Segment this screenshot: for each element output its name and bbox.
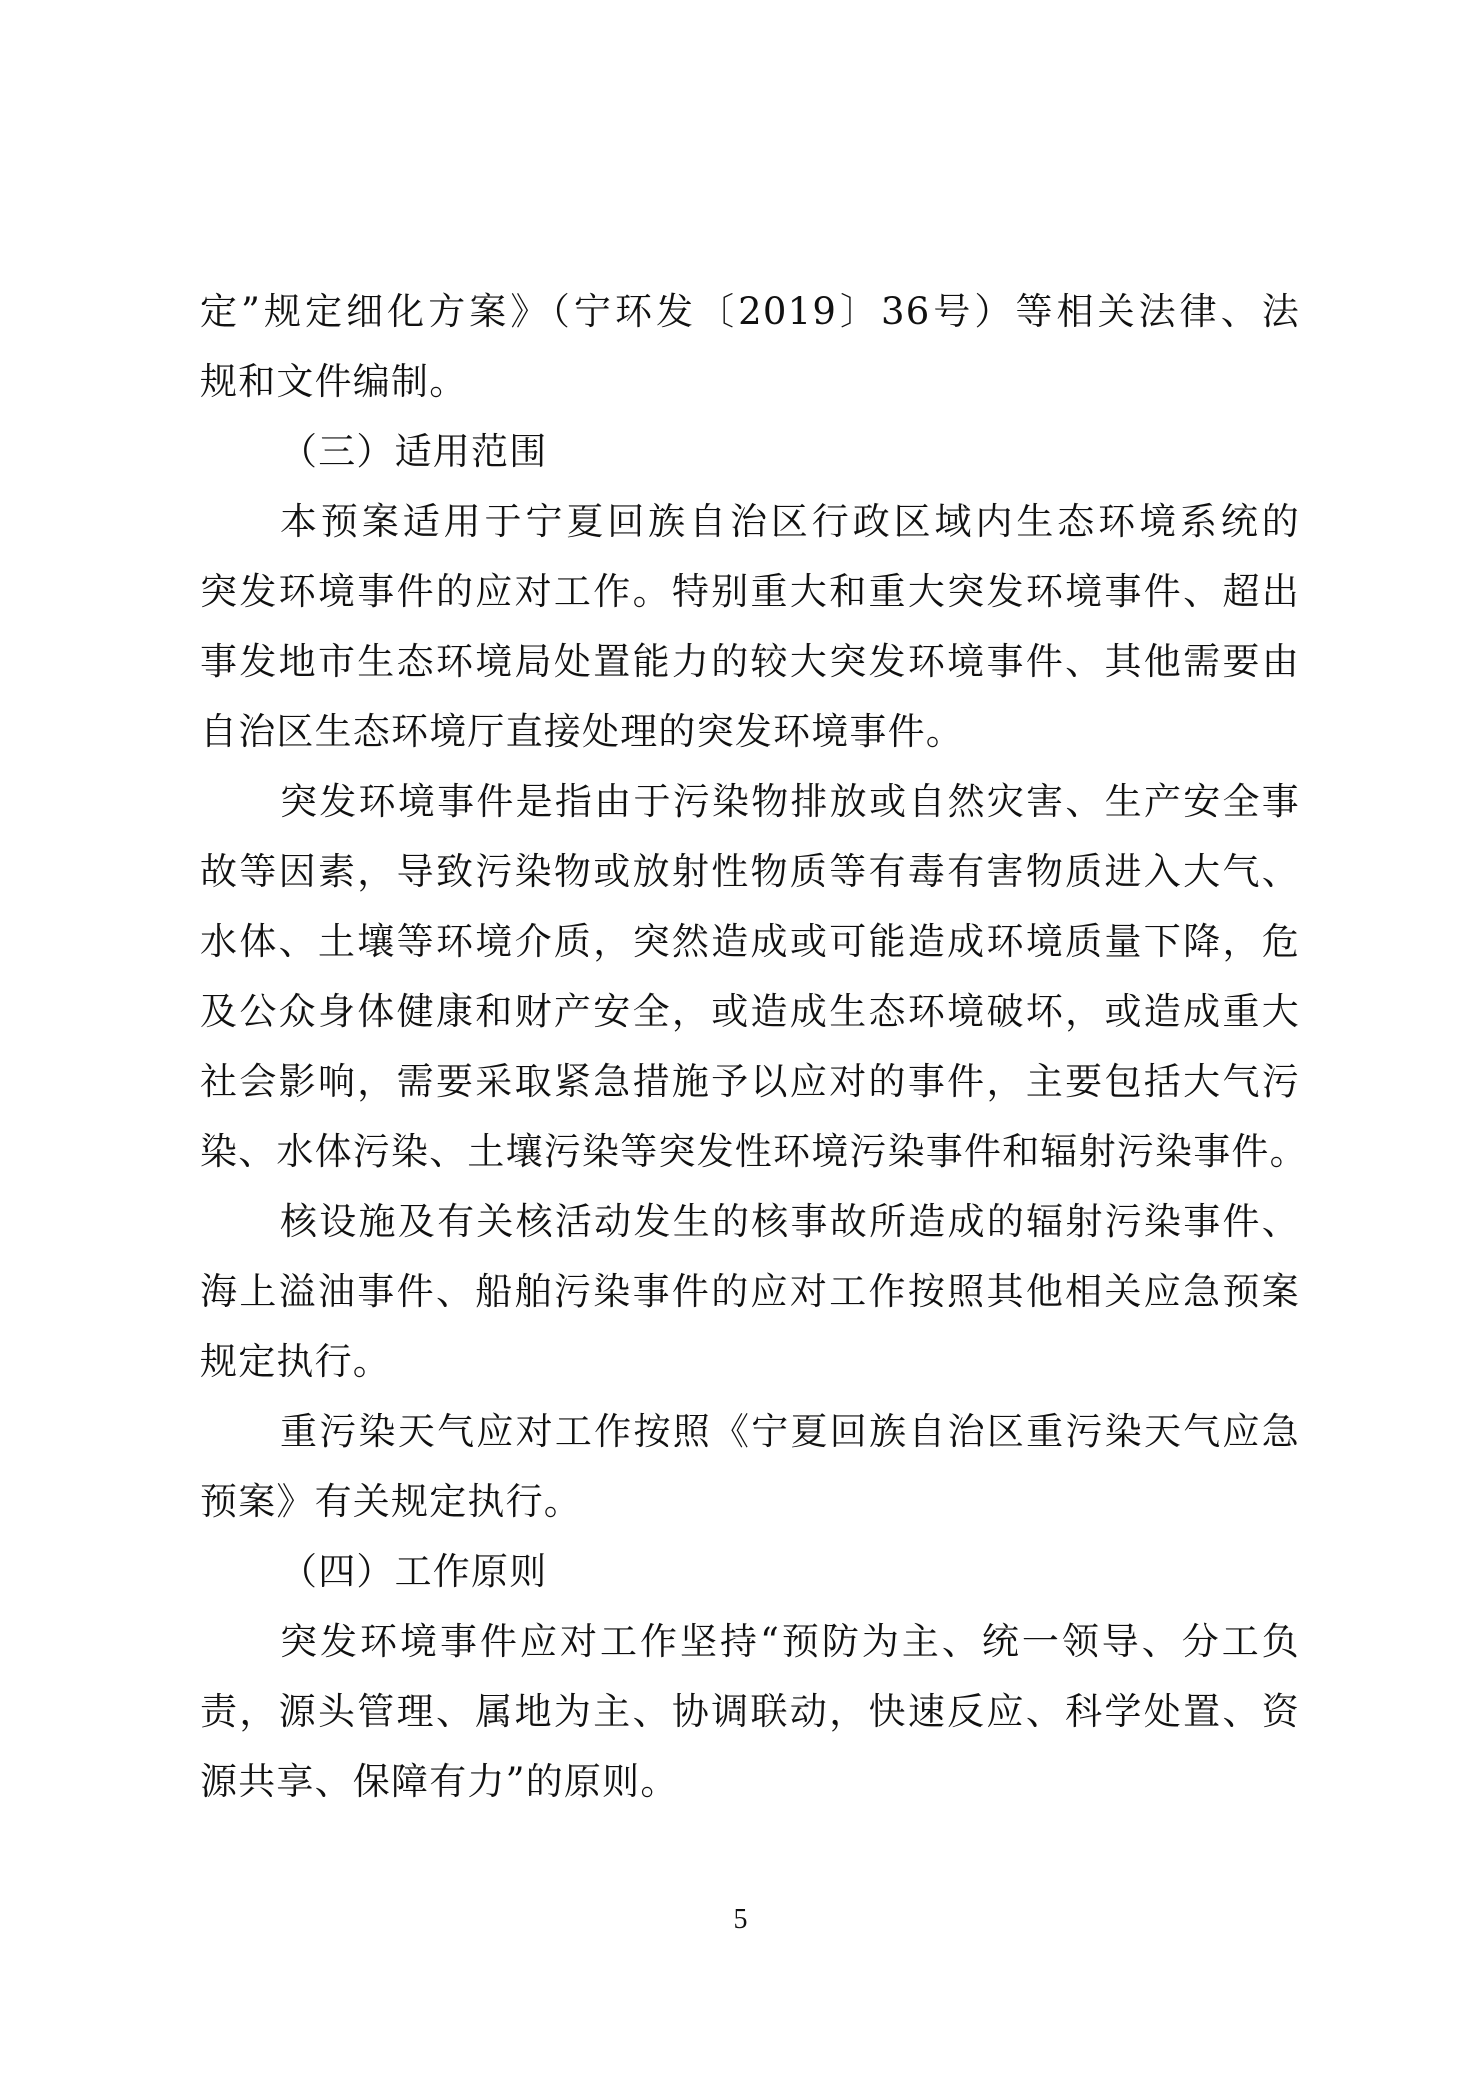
text-line: 预案》有关规定执行。 xyxy=(200,1480,582,1523)
body-text xyxy=(200,277,1308,1817)
page-number: 5 xyxy=(733,1904,748,1935)
text-line: 重污染天气应对工作按照《宁夏回族自治区重污染天气应急 xyxy=(280,1410,1300,1453)
text-line: 本预案适用于宁夏回族自治区行政区域内生态环境系统的 xyxy=(280,500,1300,543)
text-line: 事发地市生态环境局处置能力的较大突发环境事件、其他需要由 xyxy=(200,640,1300,683)
text-line: 定”规定细化方案》（宁环发〔2019〕36号）等相关法律、法 xyxy=(200,290,1300,333)
text-line: 核设施及有关核活动发生的核事故所造成的辐射污染事件、 xyxy=(280,1200,1300,1243)
text-line: 社会影响，需要采取紧急措施予以应对的事件，主要包括大气污 xyxy=(200,1060,1300,1103)
text-line: 责，源头管理、属地为主、协调联动，快速反应、科学处置、资 xyxy=(200,1690,1300,1733)
text-line: 水体、土壤等环境介质，突然造成或可能造成环境质量下降，危 xyxy=(200,920,1300,963)
text-line: 突发环境事件的应对工作。特别重大和重大突发环境事件、超出 xyxy=(200,570,1300,613)
text-line: 突发环境事件应对工作坚持“预防为主、统一领导、分工负 xyxy=(280,1620,1300,1663)
text-line: 规和文件编制。 xyxy=(200,360,468,403)
text-line: 源共享、保障有力”的原则。 xyxy=(200,1760,679,1803)
text-line: 故等因素，导致污染物或放射性物质等有毒有害物质进入大气、 xyxy=(200,850,1300,893)
text-line: 及公众身体健康和财产安全，或造成生态环境破坏，或造成重大 xyxy=(200,990,1300,1033)
text-line: 突发环境事件是指由于污染物排放或自然灾害、生产安全事 xyxy=(280,780,1300,823)
text-line: （四）工作原则 xyxy=(280,1550,548,1593)
text-line: （三）适用范围 xyxy=(280,430,548,473)
text-line: 染、水体污染、土壤污染等突发性环境污染事件和辐射污染事件。 xyxy=(200,1130,1308,1173)
text-line: 规定执行。 xyxy=(200,1340,391,1383)
text-line: 自治区生态环境厅直接处理的突发环境事件。 xyxy=(200,710,964,753)
text-line: 海上溢油事件、船舶污染事件的应对工作按照其他相关应急预案 xyxy=(200,1270,1300,1313)
